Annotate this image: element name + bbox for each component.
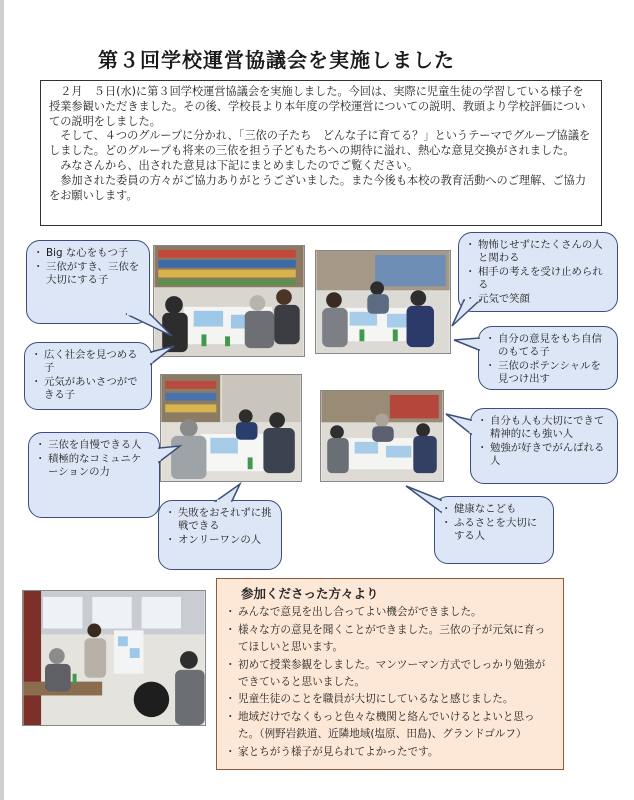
bubble-tail — [404, 484, 444, 514]
intro-paragraph: 参加された委員の方々がご協力ありがとうございました。また今後も本校の教育活動へのご理解、ご協力をお願いします。 — [49, 173, 587, 202]
opinion-item: ・ 物怖じせずにたくさんの人と関わる — [467, 239, 609, 265]
photo-group-4 — [320, 390, 444, 482]
comments-heading: 参加くださった方々より — [241, 586, 379, 601]
photo-presentation — [22, 590, 206, 726]
comment-item: ・ 様々な方の意見を聞くことができました。三依の子が元気に育ってほしいと思います。 — [227, 622, 553, 657]
opinion-item: ・ 元気があいさつができる子 — [33, 376, 143, 402]
opinion-item: ・ 積極的なコミュニケーションの力 — [37, 453, 151, 479]
opinion-item: ・ 健康なこども — [443, 503, 545, 516]
comment-item: ・ 初めて授業参観をしました。マンツーマン方式でしっかり勉強ができていると思いました。 — [227, 657, 553, 692]
intro-box — [40, 80, 602, 226]
intro-paragraph: ２月 ５日(水)に第３回学校運営協議会を実施しました。今回は、実際に児童生徒の学習している様子を授業参観いただきました。その後、学校長より本年度の学校運営についての説明、教頭より学校評価についての説明をしました。 — [49, 85, 586, 128]
opinion-bubble-4 — [478, 326, 618, 390]
comment-item: ・ 地域だけでなくもっと色々な機関と絡んでいけるとよいと思った。（例野岩鉄道、近隣地域(塩原、田島)、グランドゴルフ） — [227, 709, 553, 744]
comment-item: ・ みんなで意見を出し合ってよい機会ができました。 — [227, 604, 553, 621]
opinion-item: ・ 三依のポテンシャルを見つけ出す — [487, 360, 609, 386]
intro-paragraph: みなさんから、出された意見は下記にまとめましたのでご覧ください。 — [49, 158, 419, 172]
opinion-bubble-6 — [470, 408, 618, 484]
bubble-tail — [448, 298, 488, 328]
bubble-tail — [210, 484, 250, 504]
opinion-item: ・ 自分の意見をもち自信のもてる子 — [487, 333, 609, 359]
opinion-bubble-5 — [28, 432, 160, 518]
bubble-tail — [452, 334, 482, 358]
page-title: 第３回学校運営協議会を実施しました — [98, 48, 455, 72]
opinion-item: ・ Big な心をもつ子 — [35, 247, 141, 260]
photo-icon — [321, 391, 443, 481]
comment-item: ・ 家とちがう様子が見られてよかったです。 — [227, 744, 553, 761]
opinion-item: ・ ふるさとを大切にする人 — [443, 517, 545, 543]
opinion-bubble-7 — [158, 500, 282, 570]
photo-icon — [316, 251, 450, 353]
opinion-item: ・ 自分も人も大切にできて精神的にも強い人 — [479, 415, 609, 441]
opinion-item: ・ 三依がすき、三依を大切にする子 — [35, 261, 141, 287]
bubble-tail — [158, 444, 188, 474]
opinion-bubble-3 — [24, 342, 152, 410]
opinion-item: ・ 失敗をおそれずに挑戦できる — [167, 507, 273, 533]
photo-icon — [23, 591, 205, 725]
comment-item: ・ 児童生徒のことを職員が大切にしているなと感じました。 — [227, 691, 553, 708]
opinion-item: ・ 元気で笑顔 — [467, 293, 609, 306]
intro-paragraph: そして、４つのグループに分かれ、「三依の子たち どんな子に育てる？」というテーマでグループ協議をしました。どのグループも将来の三依を担う子どもたちへの期待に溢れ、熱心な意見交換がされました。 — [49, 129, 591, 158]
bubble-tail — [444, 410, 474, 440]
opinion-item: ・ オンリーワンの人 — [167, 534, 273, 547]
opinion-bubble-8 — [434, 496, 554, 564]
opinion-item: ・ 三依を自慢できる人 — [37, 439, 151, 452]
bubble-tail — [120, 310, 180, 340]
photo-group-2 — [315, 250, 451, 354]
participant-comments-box — [216, 578, 564, 770]
opinion-item: ・ 勉強が好きでがんばれる人 — [479, 442, 609, 468]
page-edge — [0, 0, 4, 800]
opinion-item: ・ 広く社会を見つめる子 — [33, 349, 143, 375]
opinion-item: ・ 相手の考えを受け止められる — [467, 266, 609, 292]
bubble-tail — [150, 340, 180, 370]
